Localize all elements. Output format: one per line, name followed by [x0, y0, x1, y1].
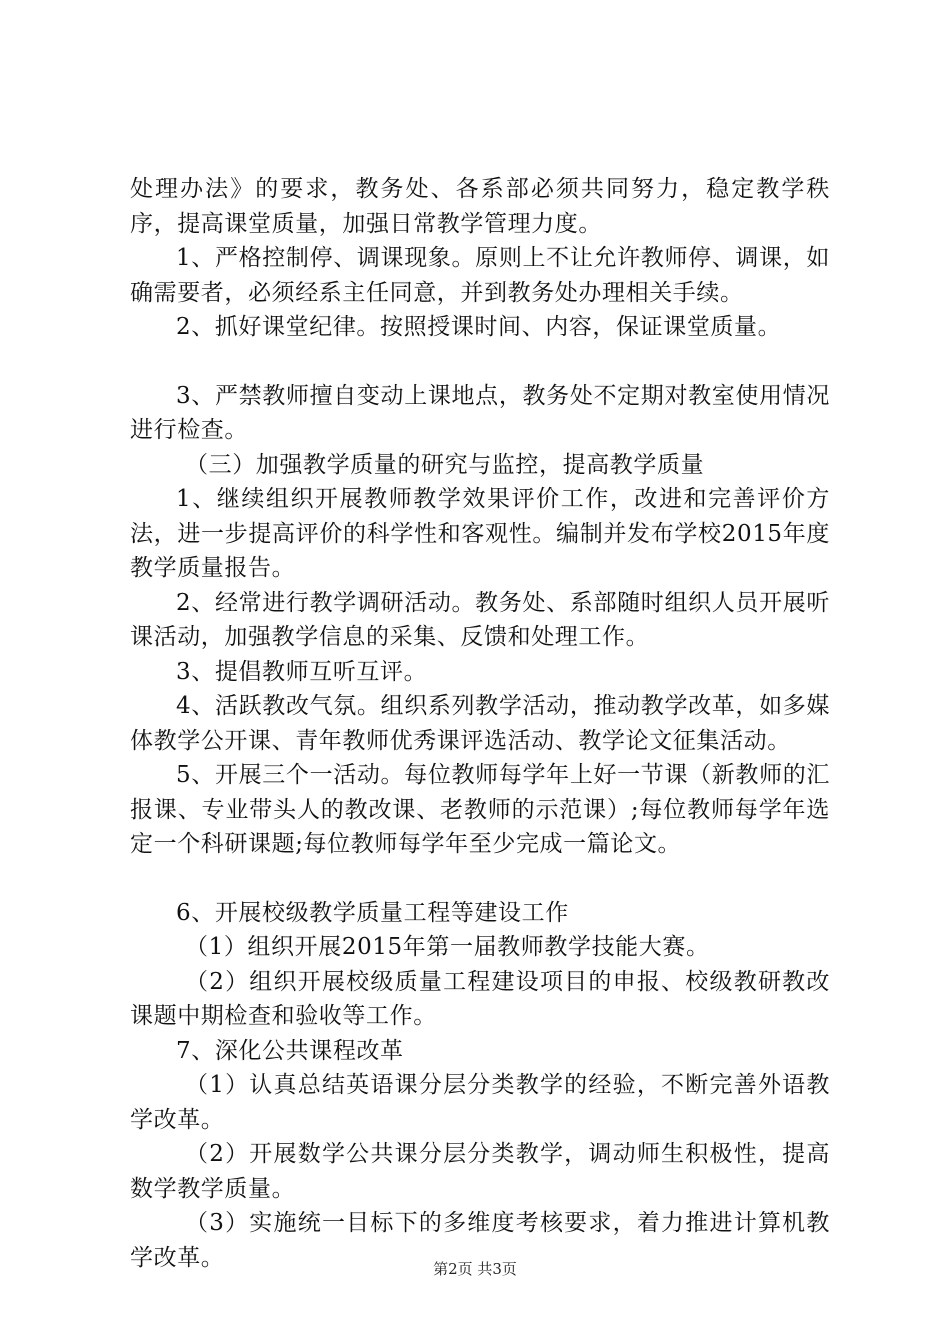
paragraph-item-4: 4、活跃教改气氛。组织系列教学活动，推动教学改革，如多媒体教学公开课、青年教师优秀课评选活动、教学论文征集活动。: [130, 693, 830, 754]
subitem-6-1: （1）组织开展2015年第一届教师教学技能大赛。: [185, 934, 710, 960]
paragraph-gap: [130, 862, 830, 896]
paragraph-item-2: 2、抓好课堂纪律。按照授课时间、内容，保证课堂质量。: [176, 314, 782, 340]
paragraph-gap: [130, 345, 830, 379]
section-heading-3: （三）加强教学质量的研究与监控，提高教学质量: [185, 451, 705, 478]
subitem-7-3: （3）实施统一目标下的多维度考核要求，着力推进计算机教学改革。: [130, 1210, 830, 1271]
paragraph-item-6: 6、开展校级教学质量工程等建设工作: [176, 899, 569, 926]
page-footer: [0, 1259, 950, 1279]
subitem-6-2: （2）组织开展校级质量工程建设项目的申报、校级教研教改课题中期检查和验收等工作。: [130, 968, 830, 1029]
page-number-label: 第2页 共3页: [433, 1260, 517, 1278]
paragraph-item-3b: 3、提倡教师互听互评。: [176, 658, 428, 685]
paragraph-item-7: 7、深化公共课程改革: [176, 1037, 404, 1064]
document-body: [130, 172, 830, 1275]
paragraph-item-2b: 2、经常进行教学调研活动。教务处、系部随时组织人员开展听课活动，加强教学信息的采集、反馈和处理工作。: [130, 589, 830, 650]
subitem-7-2: （2）开展数学公共课分层分类教学，调动师生积极性，提高数学教学质量。: [130, 1141, 830, 1202]
paragraph-item-5: 5、开展三个一活动。每位教师每学年上好一节课（新教师的汇报课、专业带头人的教改课、老教师的示范课）;每位教师每学年选定一个科研课题;每位教师每学年至少完成一篇论文。: [130, 762, 830, 857]
paragraph-continuation: 处理办法》的要求，教务处、各系部必须共同努力，稳定教学秩序，提高课堂质量，加强日常教学管理力度。: [130, 176, 830, 237]
paragraph-item-3: 3、严禁教师擅自变动上课地点，教务处不定期对教室使用情况进行检查。: [130, 382, 830, 443]
paragraph-item-1: 1、严格控制停、调课现象。原则上不让允许教师停、调课，如确需要者，必须经系主任同意，并到教务处办理相关手续。: [130, 245, 830, 306]
subitem-7-1: （1）认真总结英语课分层分类教学的经验，不断完善外语教学改革。: [130, 1072, 830, 1133]
paragraph-item-1b: 1、继续组织开展教师教学效果评价工作，改进和完善评价方法，进一步提高评价的科学性和客观性。编制并发布学校2015年度教学质量报告。: [130, 486, 830, 581]
